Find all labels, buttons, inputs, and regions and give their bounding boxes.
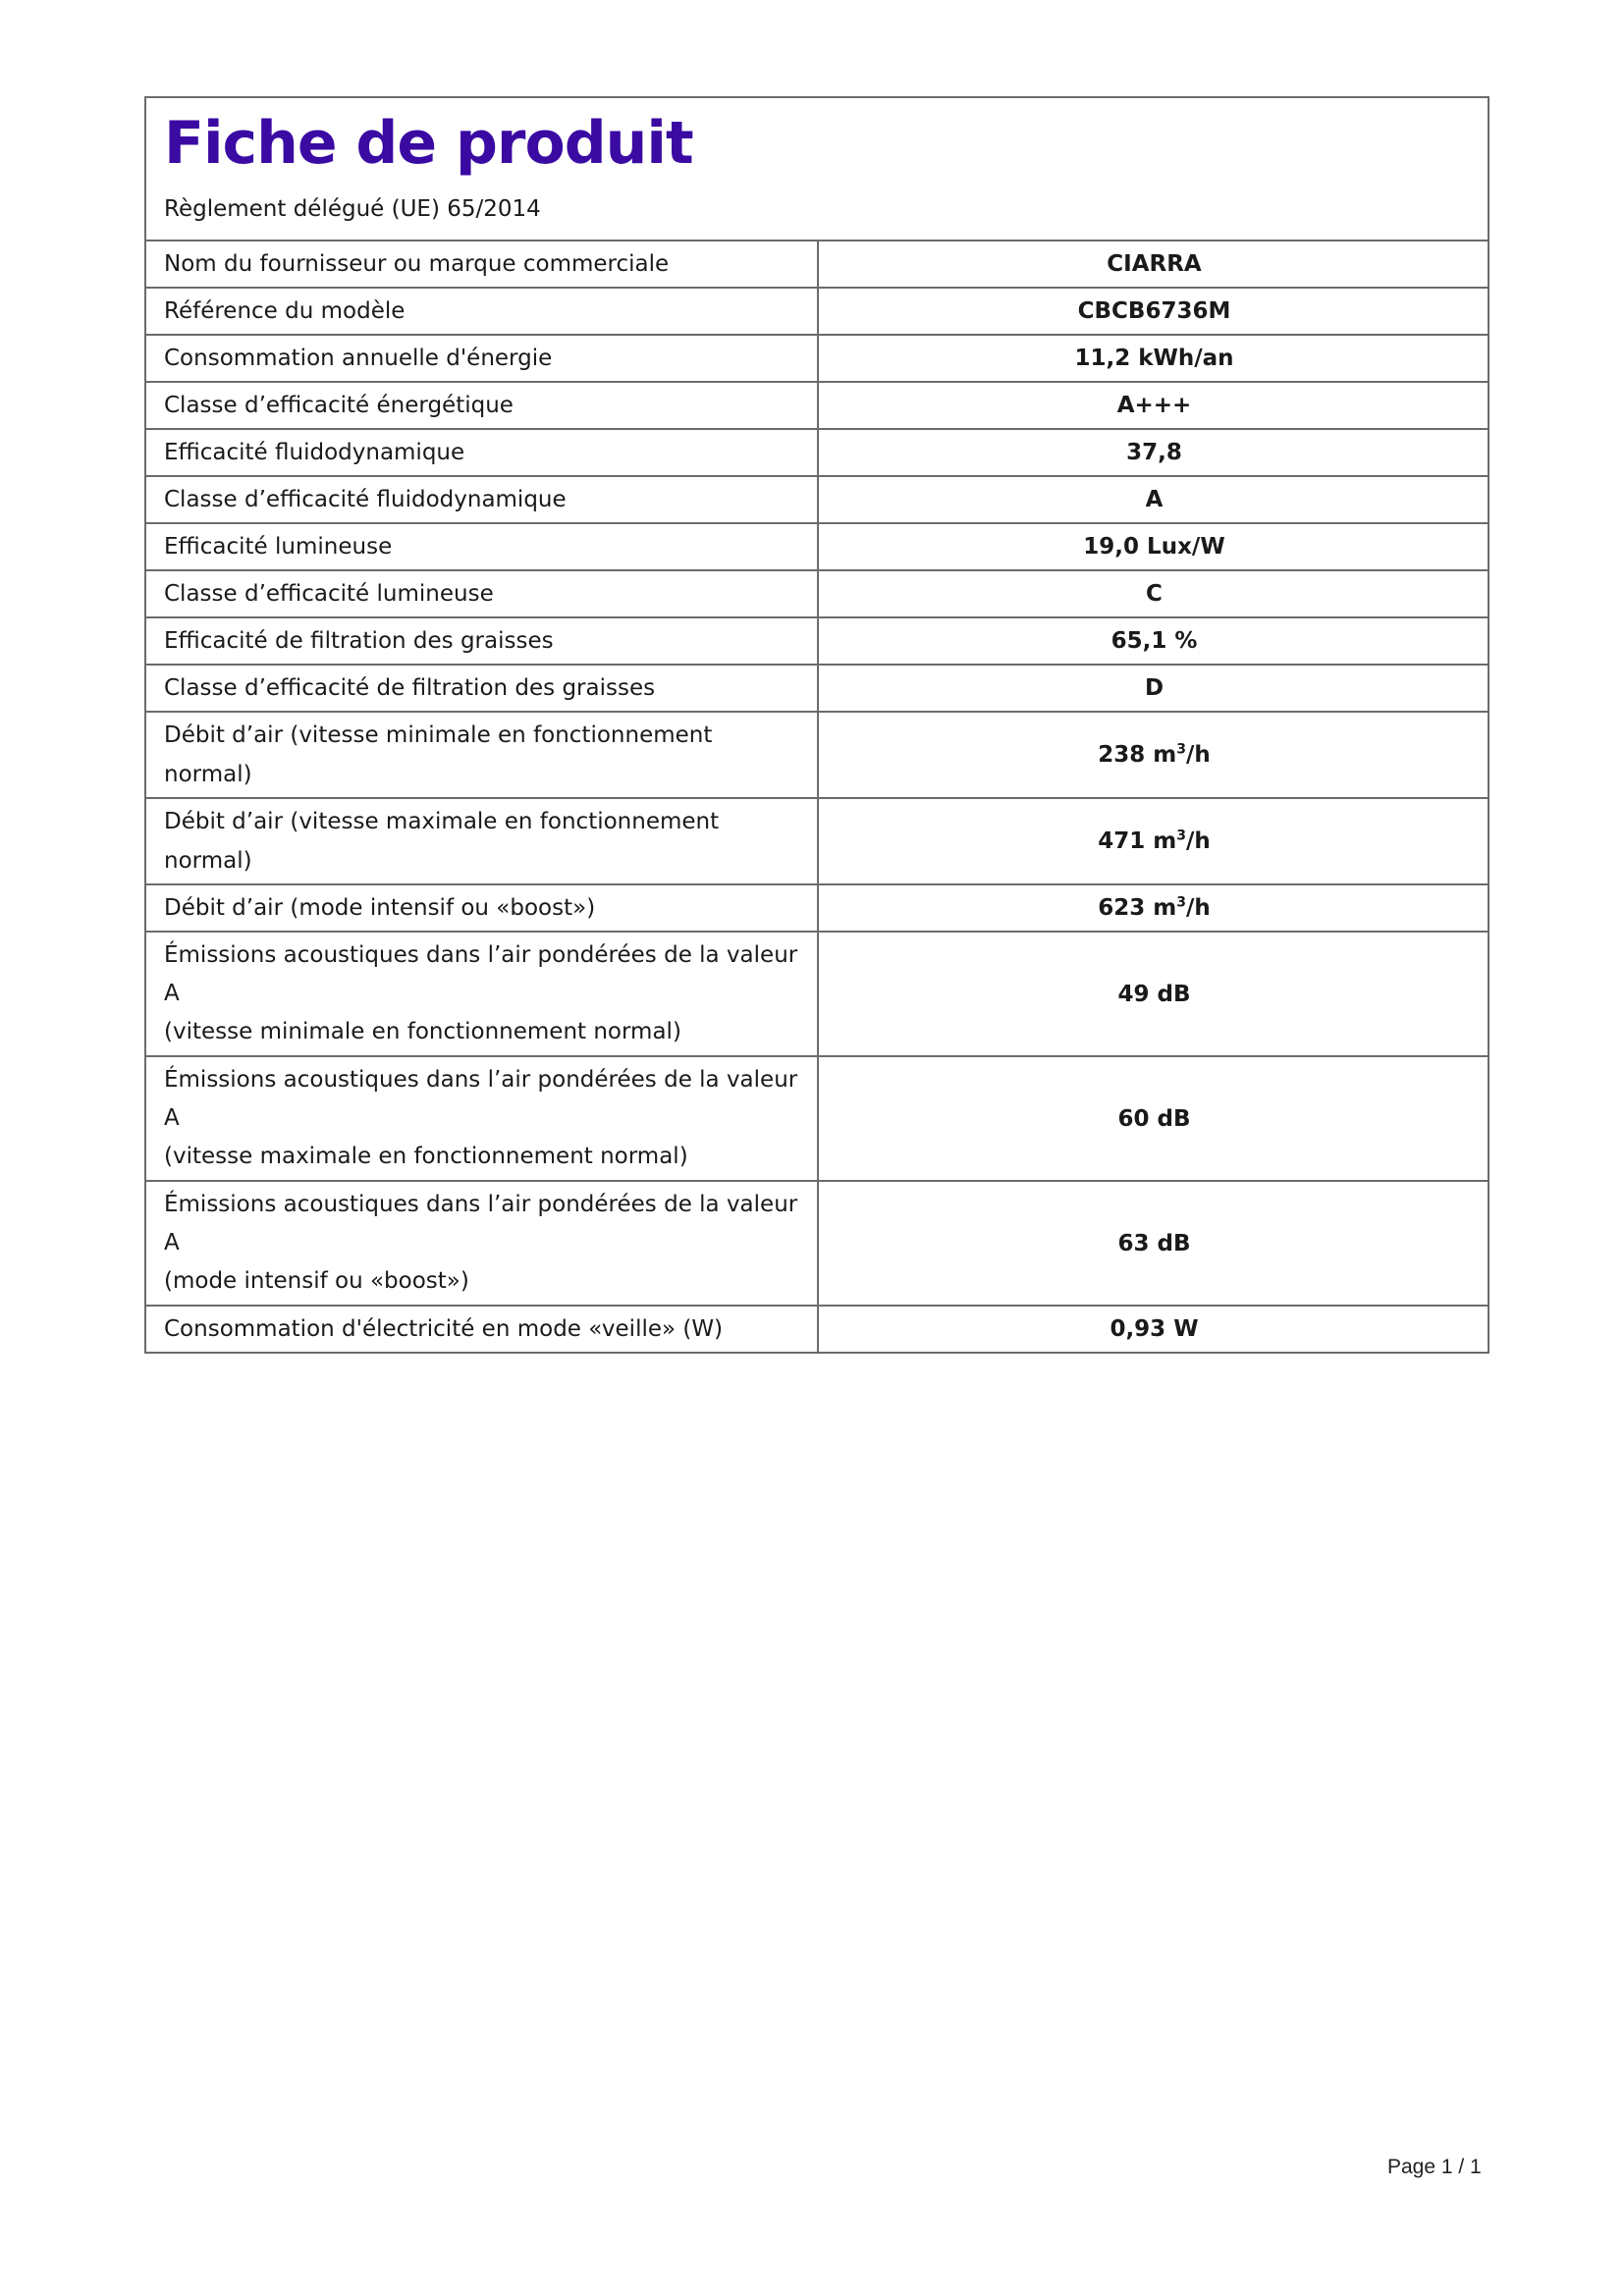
table-row — [146, 570, 1488, 617]
row-label: Classe d’efficacité énergétique — [146, 382, 818, 429]
row-label — [146, 932, 818, 1056]
value-unit: /h — [1185, 895, 1211, 921]
value-exponent: 3 — [1176, 828, 1186, 844]
row-label-line: Émissions acoustiques dans l’air pondérées de la valeur A — [164, 1192, 798, 1255]
table-row — [146, 429, 1488, 476]
row-value: 63 dB — [818, 1181, 1488, 1306]
table-row — [146, 241, 1488, 288]
table-row — [146, 335, 1488, 382]
row-value: 19,0 Lux/W — [818, 523, 1488, 570]
value-number: 238 m — [1098, 742, 1177, 768]
sheet-header — [146, 98, 1488, 241]
row-value: 49 dB — [818, 932, 1488, 1056]
table-row — [146, 665, 1488, 712]
row-value: 65,1 % — [818, 617, 1488, 665]
page-number: Page 1 / 1 — [1387, 2156, 1482, 2178]
row-label: Classe d’efficacité fluidodynamique — [146, 476, 818, 523]
table-row — [146, 884, 1488, 932]
row-label — [146, 1181, 818, 1306]
product-table — [146, 241, 1488, 1352]
row-label: Efficacité fluidodynamique — [146, 429, 818, 476]
table-row — [146, 617, 1488, 665]
row-value: 60 dB — [818, 1056, 1488, 1181]
table-row — [146, 798, 1488, 884]
row-value: A+++ — [818, 382, 1488, 429]
value-number: 623 m — [1098, 895, 1177, 921]
table-row — [146, 1056, 1488, 1181]
row-label-line: Émissions acoustiques dans l’air pondérées de la valeur A — [164, 1067, 798, 1131]
value-unit: /h — [1185, 828, 1211, 854]
row-label: Débit d’air (vitesse maximale en fonctionnement normal) — [146, 798, 818, 884]
regulation-reference: Règlement délégué (UE) 65/2014 — [164, 196, 541, 222]
row-value: CBCB6736M — [818, 288, 1488, 335]
row-value — [818, 712, 1488, 798]
table-row — [146, 382, 1488, 429]
table-row — [146, 712, 1488, 798]
row-value — [818, 884, 1488, 932]
row-label: Classe d’efficacité de filtration des graisses — [146, 665, 818, 712]
row-label: Débit d’air (vitesse minimale en fonctionnement normal) — [146, 712, 818, 798]
value-unit: /h — [1185, 742, 1211, 768]
page-title: Fiche de produit — [164, 109, 693, 178]
row-value: C — [818, 570, 1488, 617]
row-value — [818, 798, 1488, 884]
row-label: Consommation d'électricité en mode «veille» (W) — [146, 1306, 818, 1352]
table-row — [146, 523, 1488, 570]
row-label-line: Émissions acoustiques dans l’air pondérées de la valeur A — [164, 942, 798, 1006]
row-label: Débit d’air (mode intensif ou «boost») — [146, 884, 818, 932]
product-sheet — [144, 96, 1489, 1354]
row-label — [146, 1056, 818, 1181]
row-label-line: (mode intensif ou «boost») — [164, 1268, 469, 1294]
row-value: D — [818, 665, 1488, 712]
row-label: Consommation annuelle d'énergie — [146, 335, 818, 382]
row-value: 37,8 — [818, 429, 1488, 476]
row-label: Nom du fournisseur ou marque commerciale — [146, 241, 818, 288]
row-value: 0,93 W — [818, 1306, 1488, 1352]
table-row — [146, 1306, 1488, 1352]
value-exponent: 3 — [1176, 894, 1186, 911]
table-row — [146, 1181, 1488, 1306]
value-number: 471 m — [1098, 828, 1177, 854]
row-label-line: (vitesse minimale en fonctionnement normal) — [164, 1019, 681, 1044]
row-value: A — [818, 476, 1488, 523]
row-value: 11,2 kWh/an — [818, 335, 1488, 382]
table-row — [146, 476, 1488, 523]
table-row — [146, 288, 1488, 335]
row-label: Efficacité de filtration des graisses — [146, 617, 818, 665]
row-label: Efficacité lumineuse — [146, 523, 818, 570]
row-label: Référence du modèle — [146, 288, 818, 335]
table-row — [146, 932, 1488, 1056]
row-label: Classe d’efficacité lumineuse — [146, 570, 818, 617]
row-label-line: (vitesse maximale en fonctionnement normal) — [164, 1144, 688, 1169]
value-exponent: 3 — [1176, 741, 1186, 758]
row-value: CIARRA — [1107, 251, 1202, 277]
